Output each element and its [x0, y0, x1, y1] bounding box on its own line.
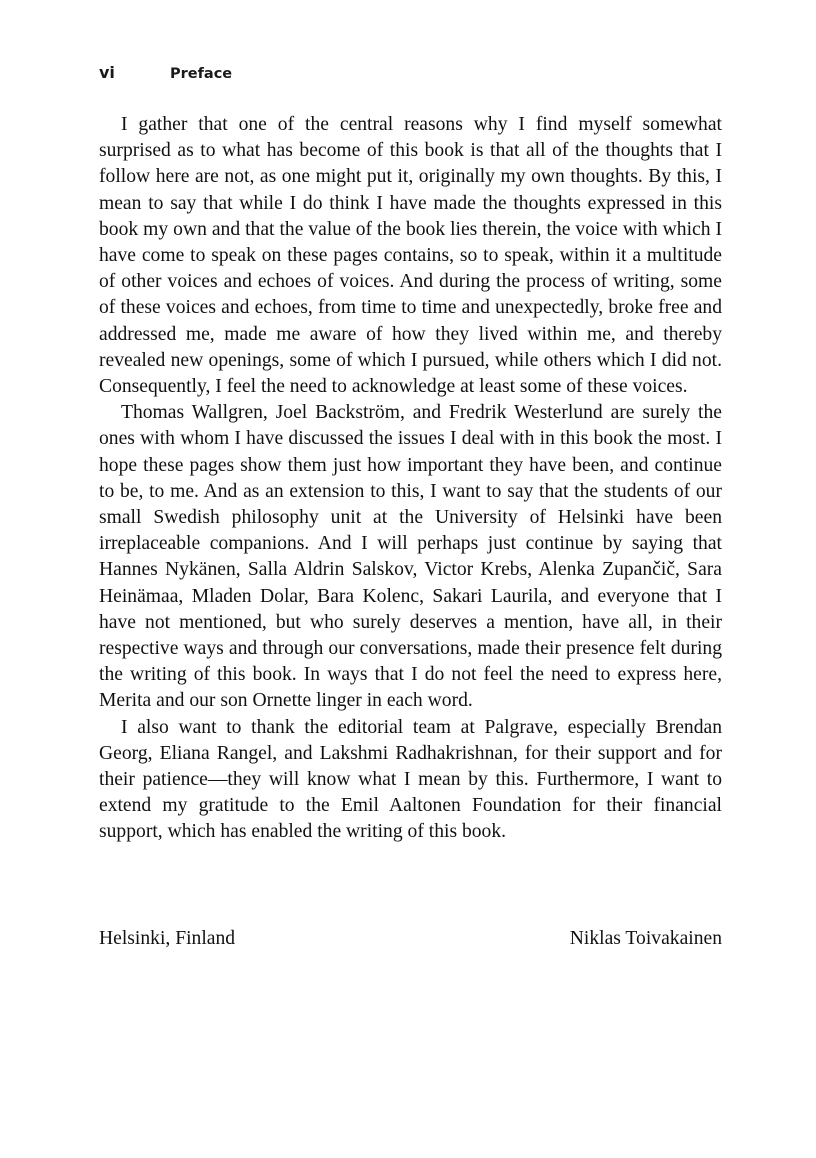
signature-place: Helsinki, Finland [99, 928, 236, 949]
page-number: vi [99, 63, 115, 82]
paragraph-1: I gather that one of the central reasons why I find myself somewhat surprised as to what has become of this book is that all of the thoughts that I follow here are not, as one might put it, originally my own thoughts. By this, I mean to say that while I do think I have made the thoughts expressed in this book my own and that the value of the book lies therein, the voice with which I have come to speak on these pages contains, so to speak, within it a multitude of other voices and echoes of voices. And during the process of writing, some of these voices and echoes, from time to time and unexpectedly, broke free and addressed me, made me aware of how they lived within me, and thereby revealed new openings, some of which I pursued, while others which I did not. Consequently, I feel the need to acknowledge at least some of these voices. [99, 114, 722, 398]
paragraph-3: I also want to thank the editorial team at Palgrave, especially Brendan Georg, Eliana Rangel, and Lakshmi Radhakrishnan, for their support and for their patience—they will know what I mean by this. Furthermore, I want to extend my gratitude to the Emil Aaltonen Foundation for their financial support, which has enabled the writing of this book. [99, 716, 722, 843]
signature-author: Niklas Toivakainen [569, 928, 722, 949]
signature-line [99, 925, 722, 953]
section-title: Preface [170, 66, 233, 82]
preface-body [99, 112, 722, 846]
paragraph-2: Thomas Wallgren, Joel Backström, and Fredrik Westerlund are surely the ones with whom I have discussed the issues I deal with in this book the most. I hope these pages show them just how important they have been, and continue to be, to me. And as an extension to this, I want to say that the students of our small Swedish philosophy unit at the University of Helsinki have been irreplaceable companions. And I will perhaps just continue by saying that Hannes Nykänen, Salla Aldrin Salskov, Victor Krebs, Alenka Zupančič, Sara Heinämaa, Mladen Dolar, Bara Kolenc, Sakari Laurila, and everyone that I have not mentioned, but who surely deserves a mention, have all, in their respective ways and through our conversations, made their presence felt during the writing of this book. In ways that I do not feel the need to express here, Merita and our son Ornette linger in each word. [99, 402, 722, 712]
